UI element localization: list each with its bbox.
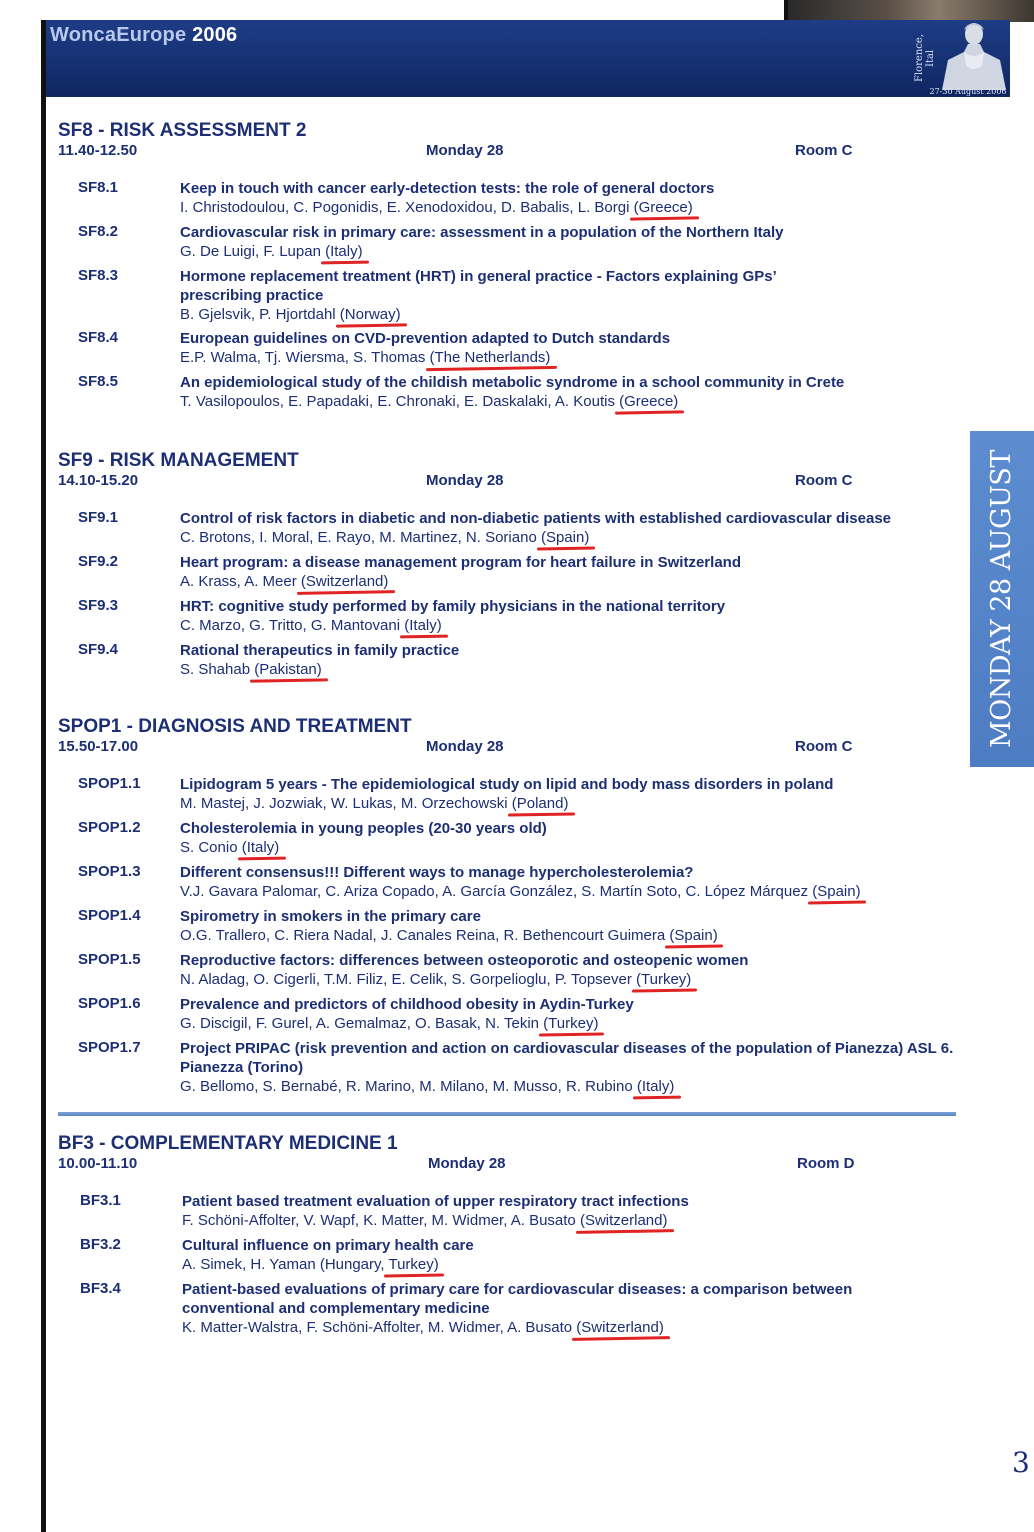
abstract-authors bbox=[180, 970, 960, 989]
session-day: Monday 28 bbox=[428, 1155, 506, 1172]
country-label: (Italy) bbox=[404, 617, 442, 634]
abstract-authors bbox=[180, 392, 960, 411]
session-day: Monday 28 bbox=[426, 738, 504, 755]
author-list: N. Aladag, O. Cigerli, T.M. Filiz, E. Celik, S. Gorpelioglu, P. Topsever bbox=[180, 971, 637, 988]
abstract-authors bbox=[180, 882, 960, 901]
abstract-title: Patient based treatment evaluation of upper respiratory tract infections bbox=[182, 1193, 689, 1210]
left-margin-bar bbox=[41, 20, 46, 1532]
country-label: (Turkey) bbox=[543, 1015, 599, 1032]
session-room: Room C bbox=[795, 142, 853, 159]
abstract-authors bbox=[180, 348, 960, 367]
author-list: M. Mastej, J. Jozwiak, W. Lukas, M. Orzechowski bbox=[180, 795, 512, 812]
author-list: K. Matter-Walstra, F. Schöni-Affolter, M. Widmer, A. Busato bbox=[182, 1319, 577, 1336]
author-list: T. Vasilopoulos, E. Papadaki, E. Chronaki, E. Daskalaki, A. Koutis bbox=[180, 393, 620, 410]
abstract-title: Keep in touch with cancer early-detection tests: the role of general doctors bbox=[180, 180, 715, 197]
abstract-title: Cholesterolemia in young peoples (20-30 years old) bbox=[180, 820, 547, 837]
abstract-authors bbox=[180, 660, 960, 679]
header-photo-strip bbox=[784, 0, 1034, 22]
abstract-authors bbox=[182, 1255, 962, 1274]
abstract-authors bbox=[180, 198, 960, 217]
author-list: G. De Luigi, F. Lupan bbox=[180, 243, 326, 260]
abstract-title: An epidemiological study of the childish metabolic syndrome in a school community in Crete bbox=[180, 374, 845, 391]
abstract-code: SF9.2 bbox=[78, 553, 119, 570]
author-list: A. Krass, A. Meer bbox=[180, 573, 301, 590]
author-list: S. Shahab bbox=[180, 661, 255, 678]
country-label: (Italy) bbox=[241, 839, 280, 856]
david-statue-icon bbox=[934, 20, 1010, 90]
country-label: (The Netherlands) bbox=[429, 349, 551, 366]
abstract-code: SF8.2 bbox=[78, 223, 119, 240]
session-title: BF3 - COMPLEMENTARY MEDICINE 1 bbox=[58, 1133, 398, 1154]
abstract-code: SF9.4 bbox=[78, 641, 119, 658]
country-label: (Switzerland) bbox=[300, 573, 389, 590]
author-list: O.G. Trallero, C. Riera Nadal, J. Canales Reina, R. Bethencourt Guimera bbox=[180, 927, 670, 944]
abstract-code: BF3.4 bbox=[80, 1280, 121, 1297]
country-label: (Greece) bbox=[633, 199, 693, 216]
session-title: SPOP1 - DIAGNOSIS AND TREATMENT bbox=[58, 716, 412, 737]
session-time: 14.10-15.20 bbox=[58, 472, 139, 489]
section-divider bbox=[58, 1112, 956, 1116]
abstract-authors bbox=[180, 528, 960, 547]
country-label: (Pakistan) bbox=[254, 661, 322, 678]
session-time: 11.40-12.50 bbox=[58, 142, 138, 159]
abstract-code: SPOP1.6 bbox=[78, 995, 141, 1012]
abstract-code: SF9.3 bbox=[78, 597, 119, 614]
abstract-authors bbox=[180, 1014, 960, 1033]
abstract-code: SF8.3 bbox=[78, 267, 119, 284]
country-label: (Greece) bbox=[619, 393, 679, 410]
abstract-authors bbox=[182, 1318, 892, 1337]
abstract-title: Rational therapeutics in family practice bbox=[180, 642, 460, 659]
header-year: 2006 bbox=[192, 24, 238, 46]
abstract-title: Cardiovascular risk in primary care: assessment in a population of the Northern Italy bbox=[180, 224, 784, 241]
abstract-authors bbox=[180, 794, 960, 813]
author-list: G. Bellomo, S. Bernabé, R. Marino, M. Milano, M. Musso, R. Rubino bbox=[180, 1078, 637, 1095]
country-label: (Switzerland) bbox=[579, 1212, 668, 1229]
abstract-code: SF8.5 bbox=[78, 373, 119, 390]
abstract-title: HRT: cognitive study performed by family physicians in the national territory bbox=[180, 598, 726, 615]
day-side-tab-label: MONDAY 28 AUGUST bbox=[986, 450, 1017, 748]
session-title: SF8 - RISK ASSESSMENT 2 bbox=[58, 120, 307, 141]
abstract-authors bbox=[182, 1211, 962, 1230]
author-list: C. Brotons, I. Moral, E. Rayo, M. Martinez, N. Soriano bbox=[180, 529, 541, 546]
header-brand: WoncaEurope bbox=[50, 24, 187, 46]
abstract-title: Different consensus!!! Different ways to manage hypercholesterolemia? bbox=[180, 864, 694, 881]
abstract-code: SPOP1.2 bbox=[78, 819, 141, 836]
abstract-authors bbox=[180, 616, 960, 635]
country-label: (Norway) bbox=[339, 306, 401, 323]
abstract-code: SPOP1.3 bbox=[78, 863, 141, 880]
abstract-title: Reproductive factors: differences between osteoporotic and osteopenic women bbox=[180, 952, 749, 969]
abstract-code: SPOP1.1 bbox=[78, 775, 141, 792]
header-title bbox=[50, 24, 237, 47]
session-title: SF9 - RISK MANAGEMENT bbox=[58, 450, 299, 471]
author-list: E.P. Walma, Tj. Wiersma, S. Thomas bbox=[180, 349, 430, 366]
author-list: G. Discigil, F. Gurel, A. Gemalmaz, O. Basak, N. Tekin bbox=[180, 1015, 544, 1032]
country-label: (Spain) bbox=[812, 883, 861, 900]
session-room: Room D bbox=[797, 1155, 855, 1172]
event-dates: 27-30 August 2006 bbox=[929, 87, 1007, 96]
abstract-code: BF3.1 bbox=[80, 1192, 121, 1209]
author-list: I. Christodoulou, C. Pogonidis, E. Xenodoxidou, D. Babalis, L. Borgi bbox=[180, 199, 634, 216]
country-label: (Poland) bbox=[511, 795, 569, 812]
country-label: (Turkey) bbox=[636, 971, 692, 988]
abstract-code: BF3.2 bbox=[80, 1236, 121, 1253]
country-label: (Italy) bbox=[325, 243, 363, 260]
author-list: S. Conio bbox=[180, 839, 242, 856]
abstract-title: Hormone replacement treatment (HRT) in general practice - Factors explaining GPs’ prescribing practice bbox=[180, 268, 776, 304]
author-list: B. Gjelsvik, P. Hjortdahl bbox=[180, 306, 340, 323]
abstract-authors bbox=[180, 242, 960, 261]
abstract-authors bbox=[180, 305, 830, 324]
abstract-code: SPOP1.5 bbox=[78, 951, 141, 968]
abstract-title: Patient-based evaluations of primary care for cardiovascular diseases: a comparison between conventional and complementary medicine bbox=[182, 1281, 853, 1317]
author-list: V.J. Gavara Palomar, C. Ariza Copado, A. García González, S. Martín Soto, C. López Márquez bbox=[180, 883, 813, 900]
country-label: Turkey) bbox=[388, 1256, 439, 1273]
abstract-authors bbox=[180, 572, 960, 591]
abstract-authors bbox=[180, 1077, 960, 1096]
day-side-tab bbox=[970, 431, 1034, 767]
abstract-code: SF9.1 bbox=[78, 509, 119, 526]
session-time: 15.50-17.00 bbox=[58, 738, 139, 755]
abstract-code: SPOP1.7 bbox=[78, 1039, 141, 1056]
session-room: Room C bbox=[795, 738, 853, 755]
country-label: (Switzerland) bbox=[576, 1319, 664, 1336]
country-label: (Italy) bbox=[636, 1078, 675, 1095]
abstract-code: SPOP1.4 bbox=[78, 907, 141, 924]
abstract-title: Heart program: a disease management program for heart failure in Switzerland bbox=[180, 554, 741, 571]
abstract-title: Lipidogram 5 years - The epidemiological study on lipid and body mass disorders in poland bbox=[180, 776, 834, 793]
abstract-title: Control of risk factors in diabetic and non-diabetic patients with established cardiovascular disease bbox=[180, 510, 892, 527]
author-list: F. Schöni-Affolter, V. Wapf, K. Matter, M. Widmer, A. Busato bbox=[182, 1212, 580, 1229]
abstract-code: SF8.1 bbox=[78, 179, 119, 196]
abstract-title: Project PRIPAC (risk prevention and action on cardiovascular diseases of the population of Pianezza) ASL 6. Pianezza (Torino) bbox=[180, 1040, 954, 1076]
country-label: (Spain) bbox=[540, 529, 590, 546]
author-list: A. Simek, H. Yaman (Hungary, bbox=[182, 1256, 389, 1273]
abstract-title: Cultural influence on primary health care bbox=[182, 1237, 474, 1254]
abstract-title: Spirometry in smokers in the primary care bbox=[180, 908, 481, 925]
abstract-title: Prevalence and predictors of childhood obesity in Aydin-Turkey bbox=[180, 996, 634, 1013]
session-day: Monday 28 bbox=[426, 472, 504, 489]
author-list: C. Marzo, G. Tritto, G. Mantovani bbox=[180, 617, 405, 634]
page-number: 3 bbox=[1012, 1446, 1030, 1479]
session-time: 10.00-11.10 bbox=[58, 1155, 138, 1172]
country-label: (Spain) bbox=[669, 927, 718, 944]
abstract-authors bbox=[180, 926, 960, 945]
abstract-title: European guidelines on CVD-prevention adapted to Dutch standards bbox=[180, 330, 671, 347]
session-day: Monday 28 bbox=[426, 142, 504, 159]
page-header bbox=[46, 20, 1010, 97]
session-room: Room C bbox=[795, 472, 853, 489]
abstract-code: SF8.4 bbox=[78, 329, 119, 346]
florence-label: Florence, Ital bbox=[914, 34, 936, 82]
abstract-authors bbox=[180, 838, 960, 857]
